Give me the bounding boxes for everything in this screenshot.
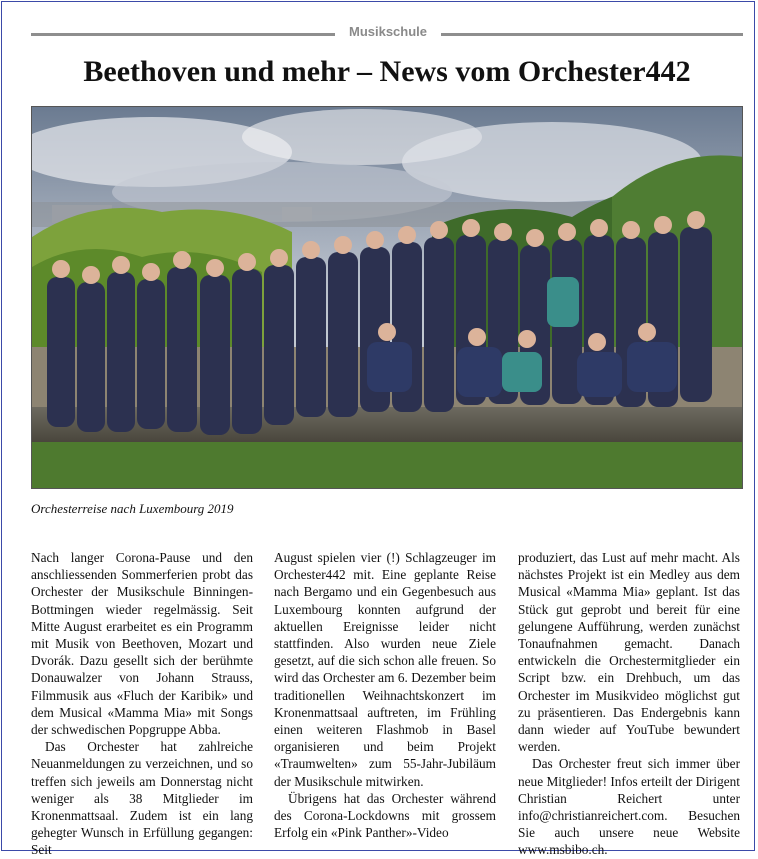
paragraph: produziert, das Lust auf mehr macht. Als nächstes Projekt ist ein Medley aus dem Musical «Mamma Mia» geplant. Ist das Stück gut geprobt und bereit für eine gelungene Aufführung, werden zunächst Tonaufnahmen gemacht. Danach entwickeln die Orchestermitglieder ein Script bzw. ein Drehbuch, um das Orchester im Musikvideo möglichst gut zu präsentieren. Das Endergebnis kann dann wieder auf YouTube bewundert werden. [518,550,740,755]
paragraph: Übrigens hat das Orchester während des Corona-Lockdowns mit grossem Erfolg ein «Pink Panther»-Video [274,790,496,841]
text-column-1 [31,549,253,859]
section-label: Musikschule [348,24,428,39]
section-header [31,24,743,40]
section-rule-right [441,33,743,36]
section-rule-left [31,33,335,36]
text-column-3 [518,549,740,859]
paragraph: August spielen vier (!) Schlagzeuger im Orchester442 mit. Eine geplante Reise nach Bergamo und ein Gegenbesuch aus Luxembourg konnten aufgrund der aktuellen Ereignisse leider nicht stattfinden. Also wurden neue Ziele gesetzt, auf die sich schon alle freuen. So wird das Orchester am 6. Dezember beim traditionellen Weihnachtskonzert im Kronenmattsaal auftreten, im Frühling einen weiteren Flashmob in Basel organisieren und beim Projekt «Traumwelten» zum 55-Jahr-Jubiläum der Musikschule mitwirken. [274,550,496,789]
group-photo [31,106,743,489]
paragraph: Das Orchester freut sich immer über neue Mitglieder! Infos erteilt der Dirigent Christian Reichert unter info@christianreichert.com. Besuchen Sie auch unsere neue Website www.msbibo.ch. [518,756,740,858]
paragraph: Das Orchester hat zahlreiche Neuanmeldungen zu verzeichnen, und so treffen sich jeweils am Donnerstag nicht weniger als 38 Mitglieder im Kronenmattsaal. Zudem ist ein lang gehegter Wunsch in Erfüllung gegangen: Seit [31,739,253,858]
photo-caption: Orchesterreise nach Luxembourg 2019 [31,501,234,516]
article-headline: Beethoven und mehr – News vom Orchester442 [83,55,691,88]
text-column-2 [274,549,496,841]
paragraph: Nach langer Corona-Pause und den anschliessenden Sommerferien probt das Orchester der Musikschule Binningen-Bottmingen wieder regelmässig. Seit Mitte August erarbeitet es ein Programm mit Musik von Beethoven, Mozart und Dvorák. Dazu gesellt sich der berühmte Donauwalzer von Johann Strauss, Filmmusik aus «Fluch der Karibik» und dem Musical «Mamma Mia» mit Songs der schwedischen Popgruppe Abba. [31,550,253,738]
